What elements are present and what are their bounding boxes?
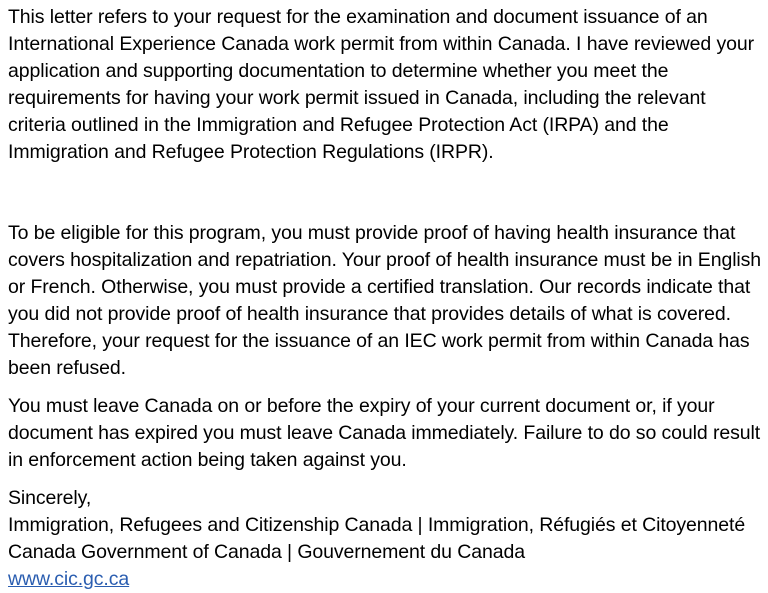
paragraph-eligibility-refusal: To be eligible for this program, you must provide proof of having health insurance that covers hospitalization and repatriation. Your proof of health insurance must be in English or French. Otherwise, you must provide a certified translation. Our records indicate that you did not provide proof of health insurance that provides details of what is covered. Therefore, your request for the issuance of an IEC work permit from within Canada has been refused. [8,222,762,379]
signature-closing: Sincerely, [8,487,92,509]
paragraph-spacer [8,166,762,220]
paragraph-departure-notice: You must leave Canada on or before the expiry of your current document or, if your document has expired you must leave Canada immediately. Failure to do so could result in enforcement action being taken against you. [8,395,761,471]
signature-block [8,485,762,593]
signature-spacer [8,474,762,485]
paragraph-spacer [8,382,762,393]
website-link[interactable]: www.cic.gc.ca [8,568,130,590]
signature-organization-line-1: Immigration, Refugees and Citizenship Canada | Immigration, Réfugiés et Citoyenneté [8,514,746,536]
paragraph-intro: This letter refers to your request for the examination and document issuance of an International Experience Canada work permit from within Canada. I have reviewed your application and supporting documentation to determine whether you meet the requirements for having your work permit issued in Canada, including the relevant criteria outlined in the Immigration and Refugee Protection Act (IRPA) and the Immigration and Refugee Protection Regulations (IRPR). [8,6,754,163]
signature-website-line [8,566,762,593]
signature-organization-line-2: Canada Government of Canada | Gouvernement du Canada [8,541,525,563]
